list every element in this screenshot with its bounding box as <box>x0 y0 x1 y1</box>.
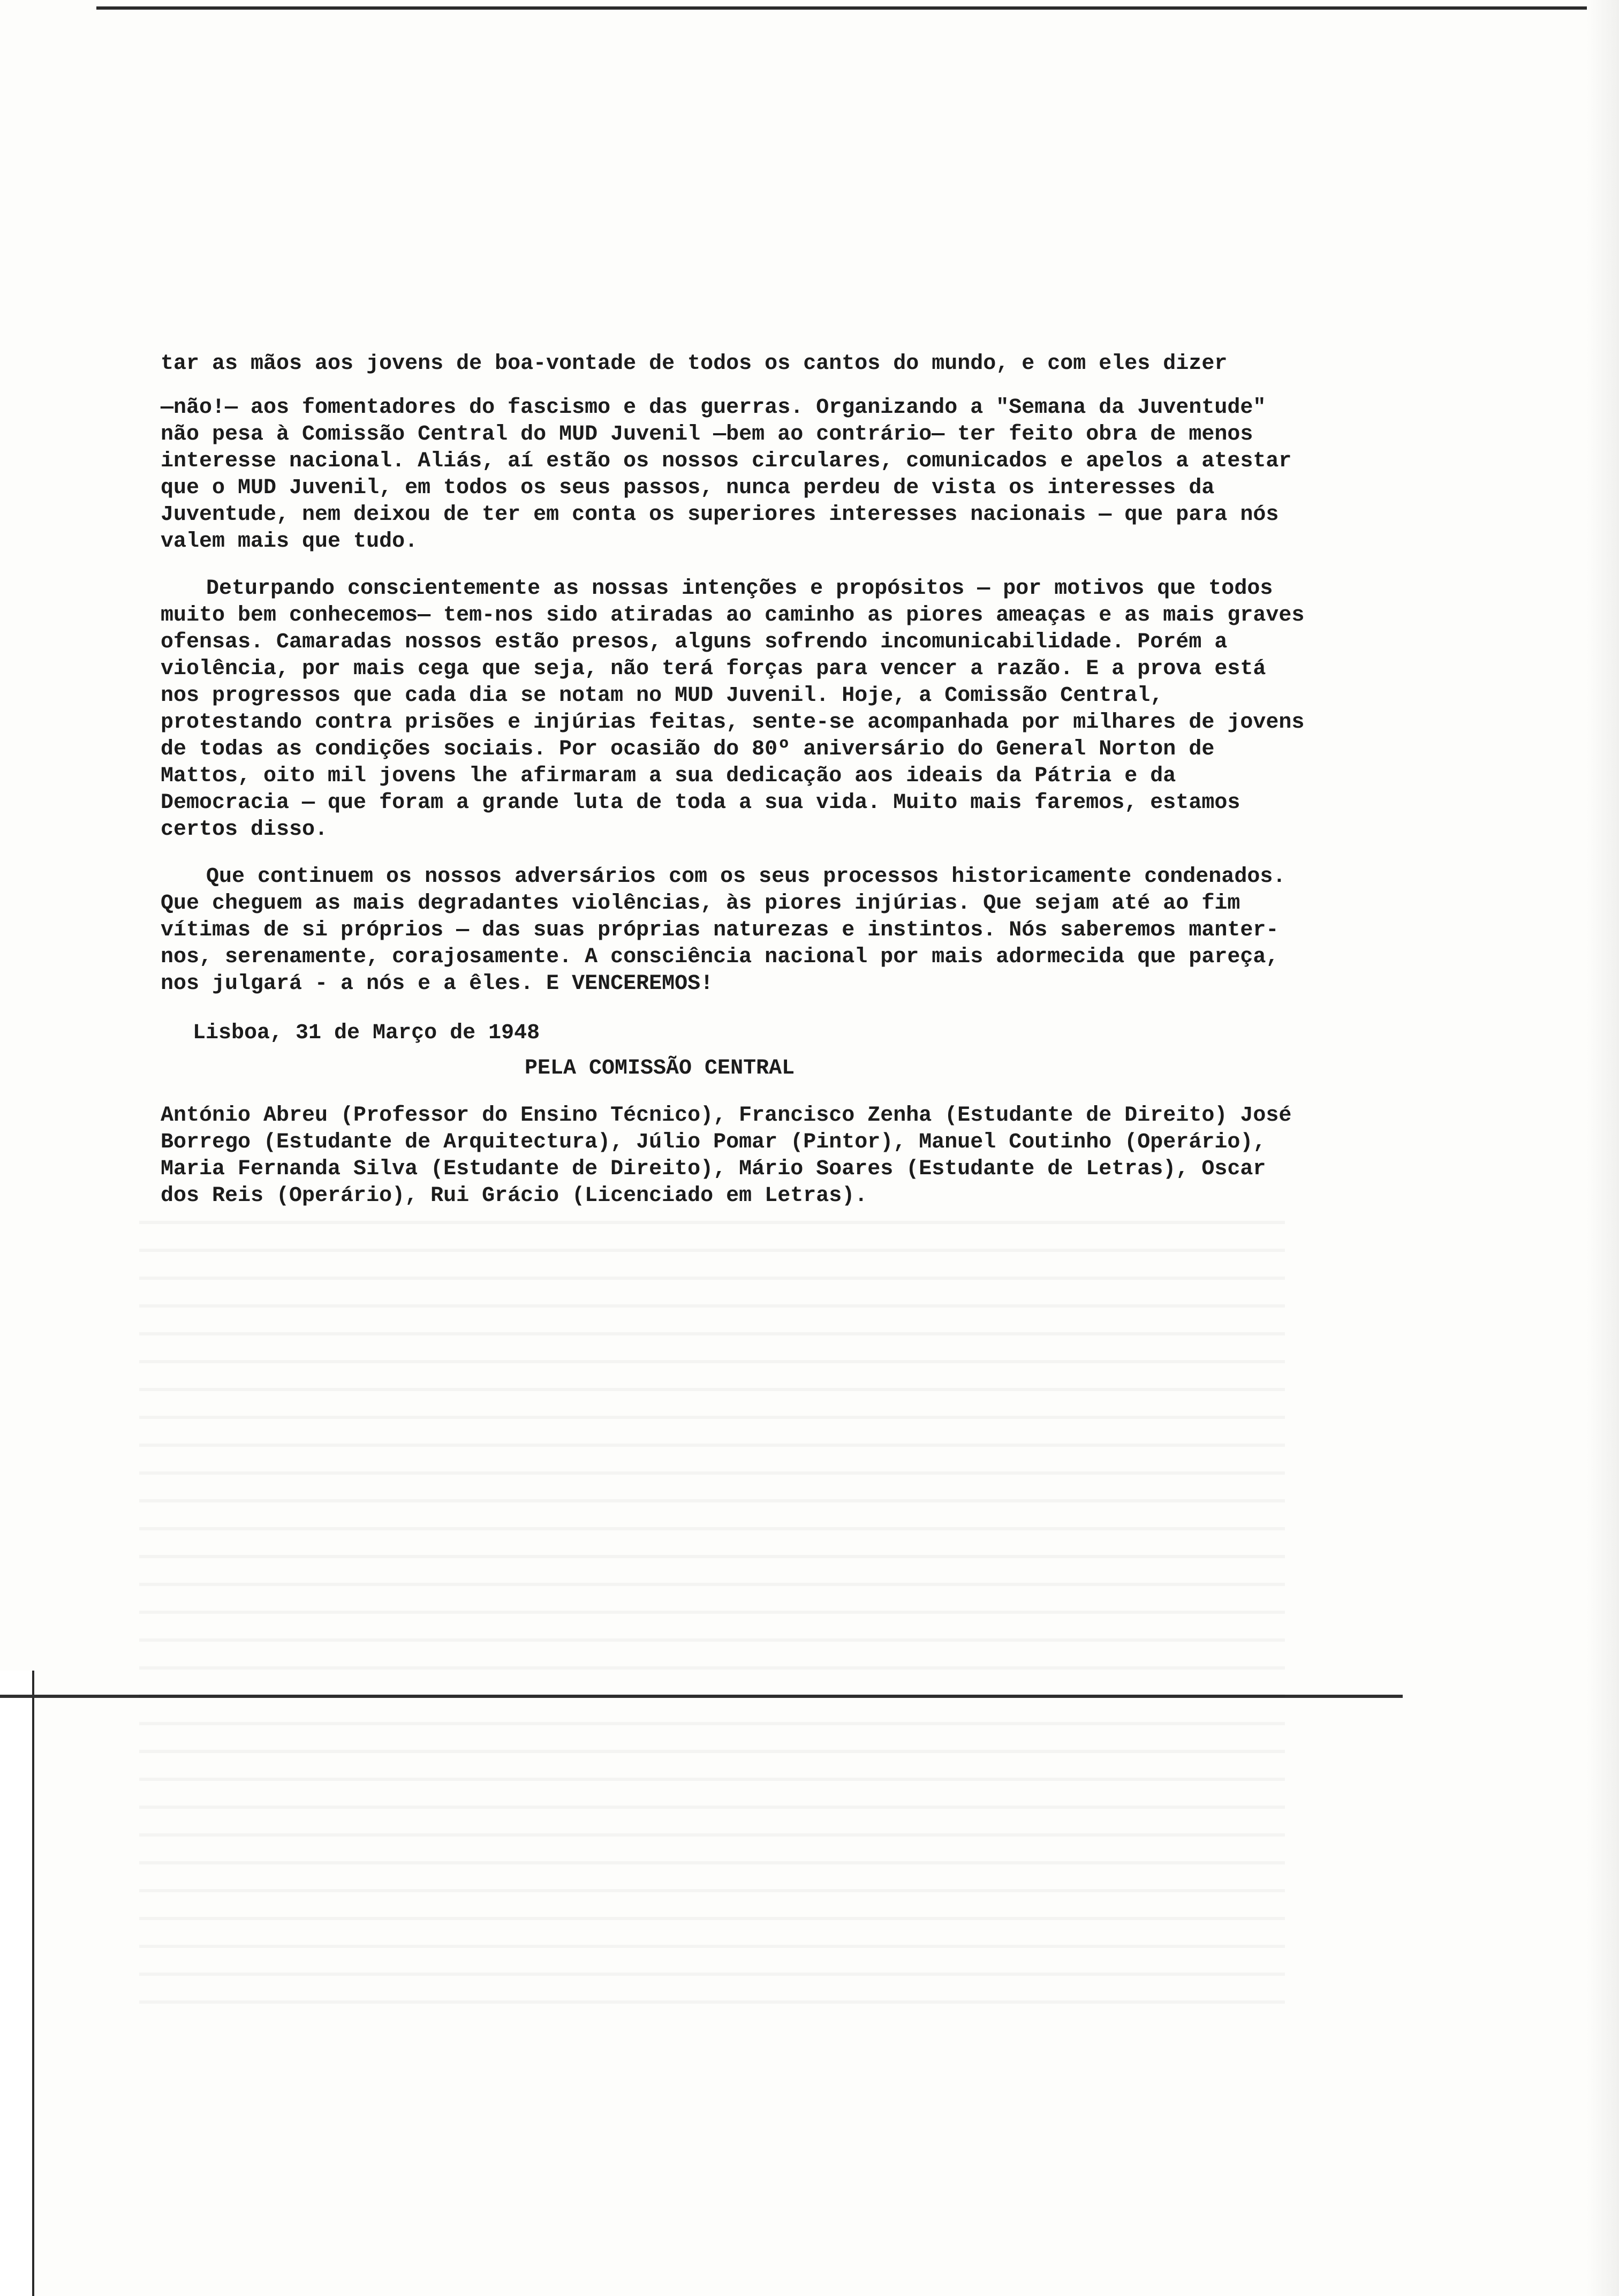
typewritten-text <box>161 351 1317 1210</box>
continuation-line: tar as mãos aos jovens de boa-vontade de todos os cantos do mundo, e com eles dizer <box>161 352 1228 376</box>
scan-edge-right <box>1587 0 1619 2296</box>
signatories-list: António Abreu (Professor do Ensino Técnico), Francisco Zenha (Estudante de Direito) José Borrego (Estudante de Arquitectura), Júlio Pomar (Pintor), Manuel Coutinho (Operário), Maria Fernanda Silva (Estudante de Direito), Mário Soares (Estudante de Letras), Oscar dos Reis (Operário), Rui Grácio (Licenciado em Letras). <box>161 1104 1292 1208</box>
date-line: Lisboa, 31 de Março de 1948 <box>193 1021 540 1045</box>
show-through-bleed <box>139 1221 1285 2024</box>
paragraph-2: Deturpando conscientemente as nossas intenções e propósitos — por motivos que todos muito bem conhecemos— tem-nos sido atiradas ao caminho as piores ameaças e as mais graves ofensas. Camaradas nossos estão presos, alguns sofrendo incomunicabilidade. Porém a violência, por mais cega que seja, não terá forças para vencer a razão. E a prova está nos progressos que cada dia se notam no MUD Juvenil. Hoje, a Comissão Central, protestando contra prisões e injúrias feitas, sente-se acompanhada por milhares de jovens de todas as condições sociais. Por ocasião do 80º aniversário do General Norton de Mattos, oito mil jovens lhe afirmaram a sua dedicação aos ideais da Pátria e da Democracia — que foram a grande luta de toda a sua vida. Muito mais faremos, estamos certos disso. <box>161 577 1305 842</box>
scan-edge-left <box>0 1671 34 2296</box>
scan-edge-top <box>96 6 1619 10</box>
paragraph-3: Que continuem os nossos adversários com os seus processos historicamente condenados. Que cheguem as mais degradantes violências, às piores injúrias. Que sejam até ao fim vítimas de si próprios — das suas próprias naturezas e instintos. Nós saberemos manter-nos, serenamente, corajosamente. A consciência nacional por mais adormecida que pareça, nos julgará - a nós e a êles. E VENCEREMOS! <box>161 865 1286 996</box>
signature-heading: PELA COMISSÃO CENTRAL <box>525 1056 795 1081</box>
paragraph-1: —não!— aos fomentadores do fascismo e das guerras. Organizando a "Semana da Juventude" não pesa à Comissão Central do MUD Juvenil —bem ao contrário— ter feito obra de menos interesse nacional. Aliás, aí estão os nossos circulares, comunicados e apelos a atestar que o MUD Juvenil, em todos os seus passos, nunca perdeu de vista os interesses da Juventude, nem deixou de ter em conta os superiores interesses nacionais — que para nós valem mais que tudo. <box>161 396 1292 554</box>
